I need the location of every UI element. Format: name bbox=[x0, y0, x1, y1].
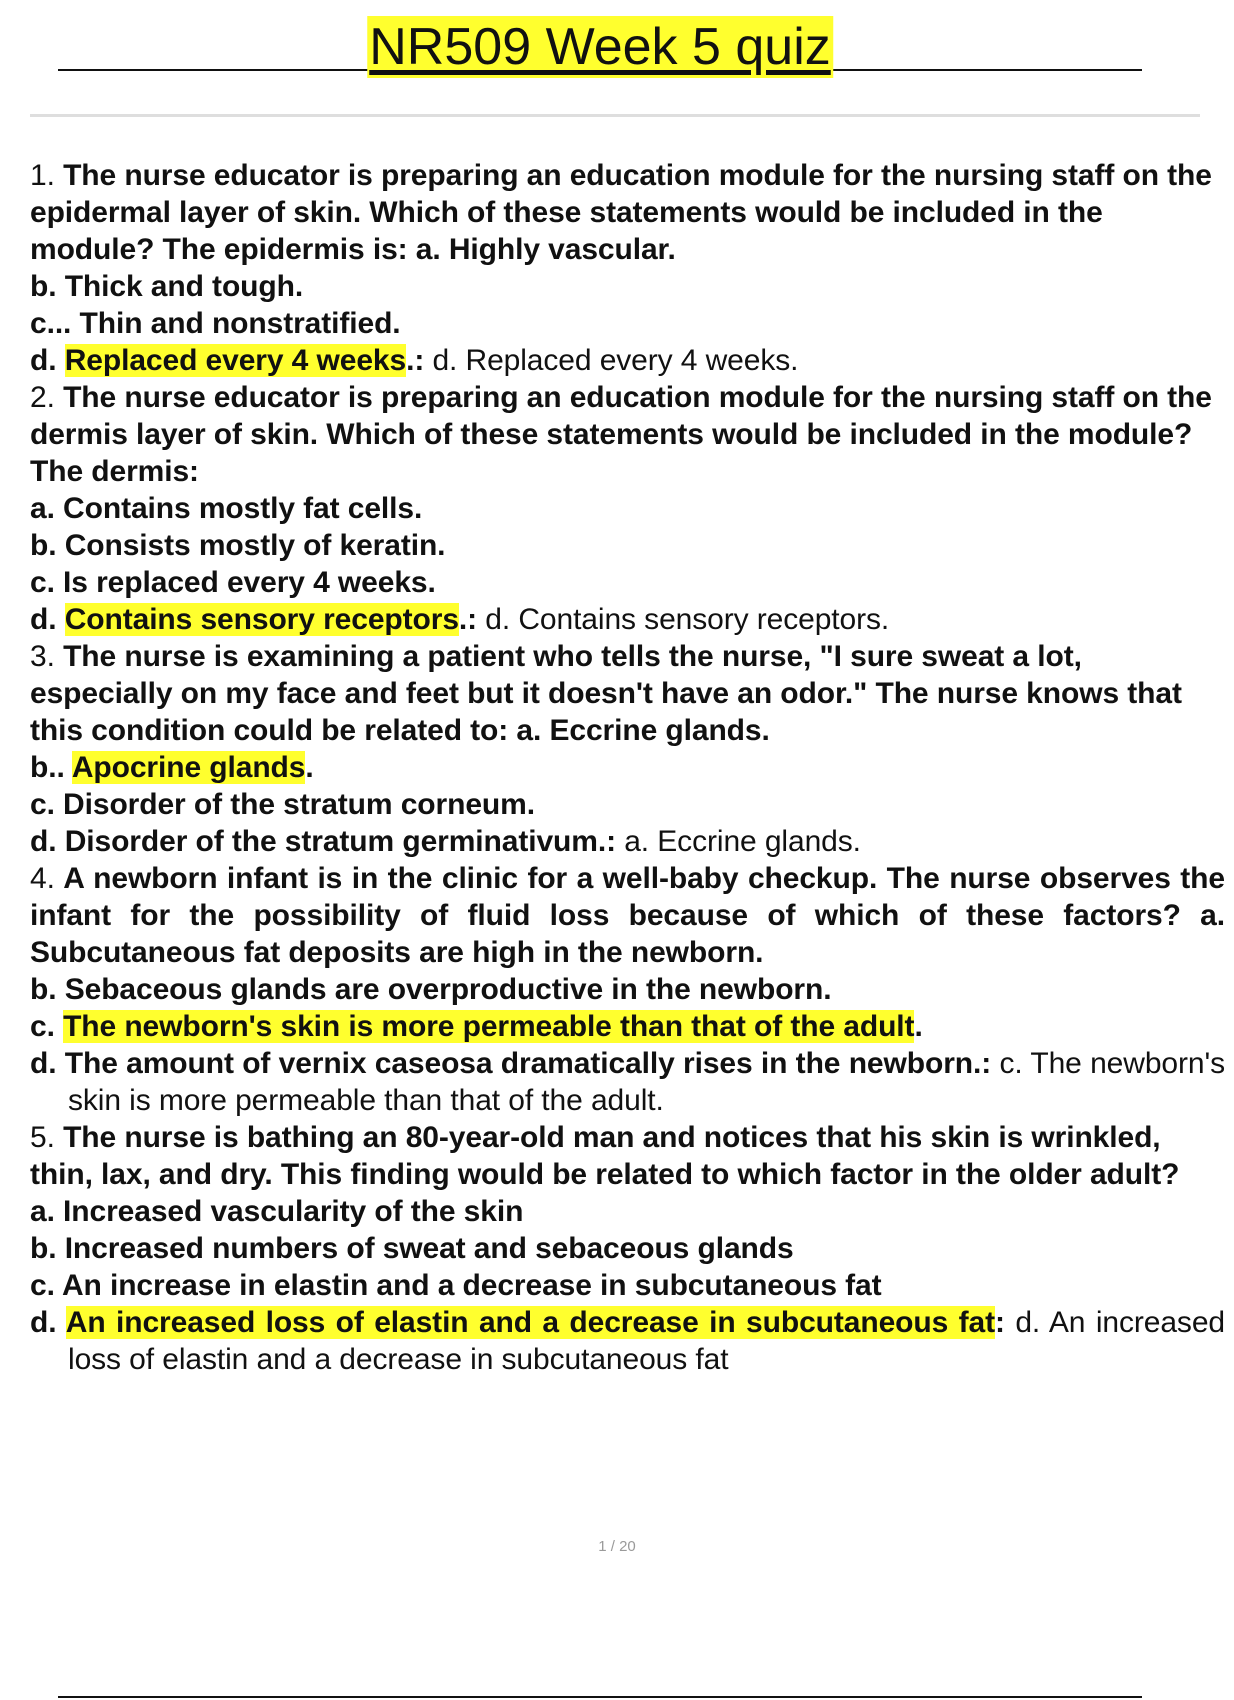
option-d bbox=[30, 1304, 1225, 1378]
correct-answer-highlight: Replaced every 4 weeks bbox=[64, 344, 407, 377]
answer-key: a. Eccrine glands. bbox=[624, 825, 861, 858]
option-b: b. Increased numbers of sweat and sebaceous glands bbox=[30, 1232, 794, 1265]
correct-answer-highlight: The newborn's skin is more permeable than that of the adult bbox=[63, 1010, 915, 1043]
option-c: c. Disorder of the stratum corneum. bbox=[30, 788, 535, 821]
option-suffix: . bbox=[914, 1010, 923, 1043]
option-d bbox=[30, 601, 1225, 638]
question-stem bbox=[30, 1119, 1225, 1193]
question-text: The nurse educator is preparing an education module for the nursing staff on the dermis layer of skin. Which of these statements would be included in the module? The dermis: bbox=[30, 381, 1212, 488]
question-text: A newborn infant is in the clinic for a well-baby checkup. The nurse observes the infant for the possibility of fluid loss because of which of these factors? a. Subcutaneous fat deposits are high in the newborn. bbox=[30, 862, 1225, 969]
question-stem bbox=[30, 638, 1225, 749]
option-c bbox=[30, 1008, 1225, 1045]
option-prefix: d. Disorder of the stratum germinativum.: bbox=[30, 825, 625, 858]
answer-key: d. Replaced every 4 weeks. bbox=[432, 344, 799, 377]
option-c: c... Thin and nonstratified. bbox=[30, 307, 401, 340]
question-number: 1. bbox=[30, 159, 55, 192]
footer-rule bbox=[58, 1696, 1142, 1698]
option-c: c. Is replaced every 4 weeks. bbox=[30, 566, 436, 599]
option-a: a. Increased vascularity of the skin bbox=[30, 1195, 524, 1228]
option-d bbox=[30, 1045, 1225, 1119]
document-title: NR509 Week 5 quiz bbox=[369, 18, 831, 76]
option-prefix: d. The amount of vernix caseosa dramatically rises in the newborn.: bbox=[30, 1047, 1000, 1080]
answer-key: c. The newborn's skin is more permeable than that of the adult. bbox=[68, 1047, 1225, 1117]
option-d bbox=[30, 823, 1225, 860]
option-suffix: . bbox=[305, 751, 314, 784]
page-separator bbox=[30, 114, 1200, 117]
question-number: 3. bbox=[30, 640, 55, 673]
option-b: b. Thick and tough. bbox=[30, 270, 304, 303]
question-stem bbox=[30, 157, 1225, 268]
option-prefix: d. bbox=[30, 344, 65, 377]
question-number: 4. bbox=[30, 862, 55, 895]
question-stem bbox=[30, 379, 1225, 490]
question-text: The nurse is examining a patient who tells the nurse, "I sure sweat a lot, especially on my face and feet but it doesn't have an odor." The nurse knows that this condition could be related to: a. Eccrine glands. bbox=[30, 640, 1182, 747]
option-prefix: d. bbox=[30, 1306, 66, 1339]
question-stem bbox=[30, 860, 1225, 971]
correct-answer-highlight: An increased loss of elastin and a decrease in subcutaneous fat bbox=[65, 1306, 995, 1339]
correct-answer-highlight: Contains sensory receptors bbox=[64, 603, 459, 636]
answer-key: d. An increased loss of elastin and a decrease in subcutaneous fat bbox=[68, 1306, 1225, 1376]
option-prefix: b.. bbox=[30, 751, 72, 784]
option-suffix: .: bbox=[406, 344, 433, 377]
option-prefix: d. bbox=[30, 603, 65, 636]
option-a: a. Contains mostly fat cells. bbox=[30, 492, 423, 525]
question-5 bbox=[30, 1119, 1225, 1378]
question-3 bbox=[30, 638, 1225, 860]
question-4 bbox=[30, 860, 1225, 1119]
question-number: 2. bbox=[30, 381, 55, 414]
question-text: The nurse educator is preparing an education module for the nursing staff on the epidermal layer of skin. Which of these statements would be included in the module? The epidermis is: a. Highly vascular. bbox=[30, 159, 1212, 266]
answer-key: d. Contains sensory receptors. bbox=[485, 603, 890, 636]
question-text: The nurse is bathing an 80-year-old man and notices that his skin is wrinkled, thin, lax, and dry. This finding would be related to which factor in the older adult? bbox=[30, 1121, 1180, 1191]
option-b bbox=[30, 749, 1225, 786]
option-c: c. An increase in elastin and a decrease in subcutaneous fat bbox=[30, 1269, 882, 1302]
quiz-content bbox=[30, 157, 1225, 1378]
option-b: b. Sebaceous glands are overproductive in the newborn. bbox=[30, 973, 832, 1006]
option-prefix: c. bbox=[30, 1010, 64, 1043]
option-b: b. Consists mostly of keratin. bbox=[30, 529, 446, 562]
option-suffix: .: bbox=[458, 603, 486, 636]
option-suffix: : bbox=[994, 1306, 1016, 1339]
page-indicator: 1 / 20 bbox=[598, 1538, 636, 1555]
question-number: 5. bbox=[30, 1121, 55, 1154]
title-row bbox=[58, 14, 1142, 84]
correct-answer-highlight: Apocrine glands bbox=[71, 751, 306, 784]
question-2 bbox=[30, 379, 1225, 638]
option-d bbox=[30, 342, 1225, 379]
question-1 bbox=[30, 157, 1225, 379]
